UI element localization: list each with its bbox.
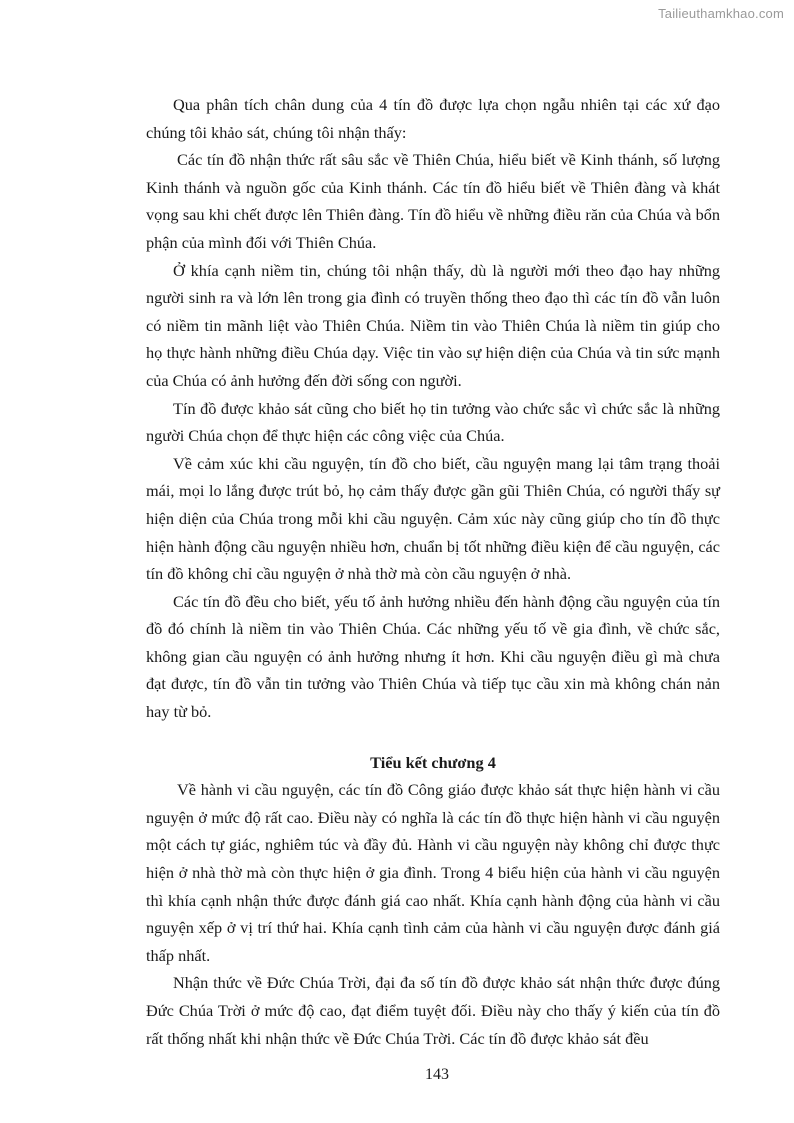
paragraph: Tín đồ được khảo sát cũng cho biết họ tin tưởng vào chức sắc vì chức sắc là những người Chúa chọn để thực hiện các công việc của Chúa. bbox=[146, 398, 720, 446]
document-body bbox=[146, 91, 720, 1052]
section-heading: Tiểu kết chương 4 bbox=[370, 752, 496, 772]
paragraph: Ở khía cạnh niềm tin, chúng tôi nhận thấy, dù là người mới theo đạo hay những người sinh ra và lớn lên trong gia đình có truyền thống theo đạo thì các tín đồ vẫn luôn có niềm tin mãnh liệt vào Thiên Chúa. Niềm tin vào Thiên Chúa là niềm tin giúp cho họ thực hành những điều Chúa dạy. Việc tin vào sự hiện diện của Chúa và tin sức mạnh của Chúa có ảnh hưởng đến đời sống con người. bbox=[146, 260, 720, 390]
paragraph: Về cảm xúc khi cầu nguyện, tín đồ cho biết, cầu nguyện mang lại tâm trạng thoải mái, mọi lo lắng được trút bỏ, họ cảm thấy được gần gũi Thiên Chúa, có người thấy sự hiện diện của Chúa trong mỗi khi cầu nguyện. Cảm xúc này cũng giúp cho tín đồ thực hiện hành động cầu nguyện nhiều hơn, chuẩn bị tốt những điều kiện để cầu nguyện, các tín đồ không chỉ cầu nguyện ở nhà thờ mà còn cầu nguyện ở nhà. bbox=[146, 453, 720, 584]
paragraph: Nhận thức về Đức Chúa Trời, đại đa số tín đồ được khảo sát nhận thức được đúng Đức Chúa Trời ở mức độ cao, đạt điểm tuyệt đối. Điều này cho thấy ý kiến của tín đồ rất thống nhất khi nhận thức về Đức Chúa Trời. Các tín đồ được khảo sát đều bbox=[146, 973, 720, 1048]
paragraph: Các tín đồ đều cho biết, yếu tố ảnh hưởng nhiều đến hành động cầu nguyện của tín đồ đó chính là niềm tin vào Thiên Chúa. Các những yếu tố về gia đình, về chức sắc, không gian cầu nguyện có ảnh hưởng nhưng ít hơn. Khi cầu nguyện điều gì mà chưa đạt được, tín đồ vẫn tin tưởng vào Thiên Chúa và tiếp tục cầu xin mà không chán nản hay từ bỏ. bbox=[146, 591, 720, 722]
page-number: 143 bbox=[425, 1066, 449, 1083]
paragraph: Qua phân tích chân dung của 4 tín đồ được lựa chọn ngẫu nhiên tại các xứ đạo chúng tôi khảo sát, chúng tôi nhận thấy: bbox=[146, 95, 720, 142]
paragraph: Về hành vi cầu nguyện, các tín đồ Công giáo được khảo sát thực hiện hành vi cầu nguyện ở mức độ rất cao. Điều này có nghĩa là các tín đồ thực hiện hành vi cầu nguyện một cách tự giác, nghiêm túc và đầy đủ. Hành vi cầu nguyện này không chỉ được thực hiện ở nhà thờ mà còn thực hiện ở gia đình. Trong 4 biểu hiện của hành vi cầu nguyện thì khía cạnh nhận thức được đánh giá cao nhất. Khía cạnh hành động của hành vi cầu nguyện xếp ở vị trí thứ hai. Khía cạnh tình cảm của hành vi cầu nguyện được đánh giá thấp nhất. bbox=[146, 780, 720, 965]
paragraph: Các tín đồ nhận thức rất sâu sắc về Thiên Chúa, hiểu biết về Kinh thánh, số lượng Kinh thánh và nguồn gốc của Kinh thánh. Các tín đồ hiểu biết về Thiên đàng và khát vọng sau khi chết được lên Thiên đàng. Tín đồ hiểu về những điều răn của Chúa và bổn phận của mình đối với Thiên Chúa. bbox=[146, 150, 720, 252]
site-watermark: Tailieuthamkhao.com bbox=[658, 6, 784, 21]
